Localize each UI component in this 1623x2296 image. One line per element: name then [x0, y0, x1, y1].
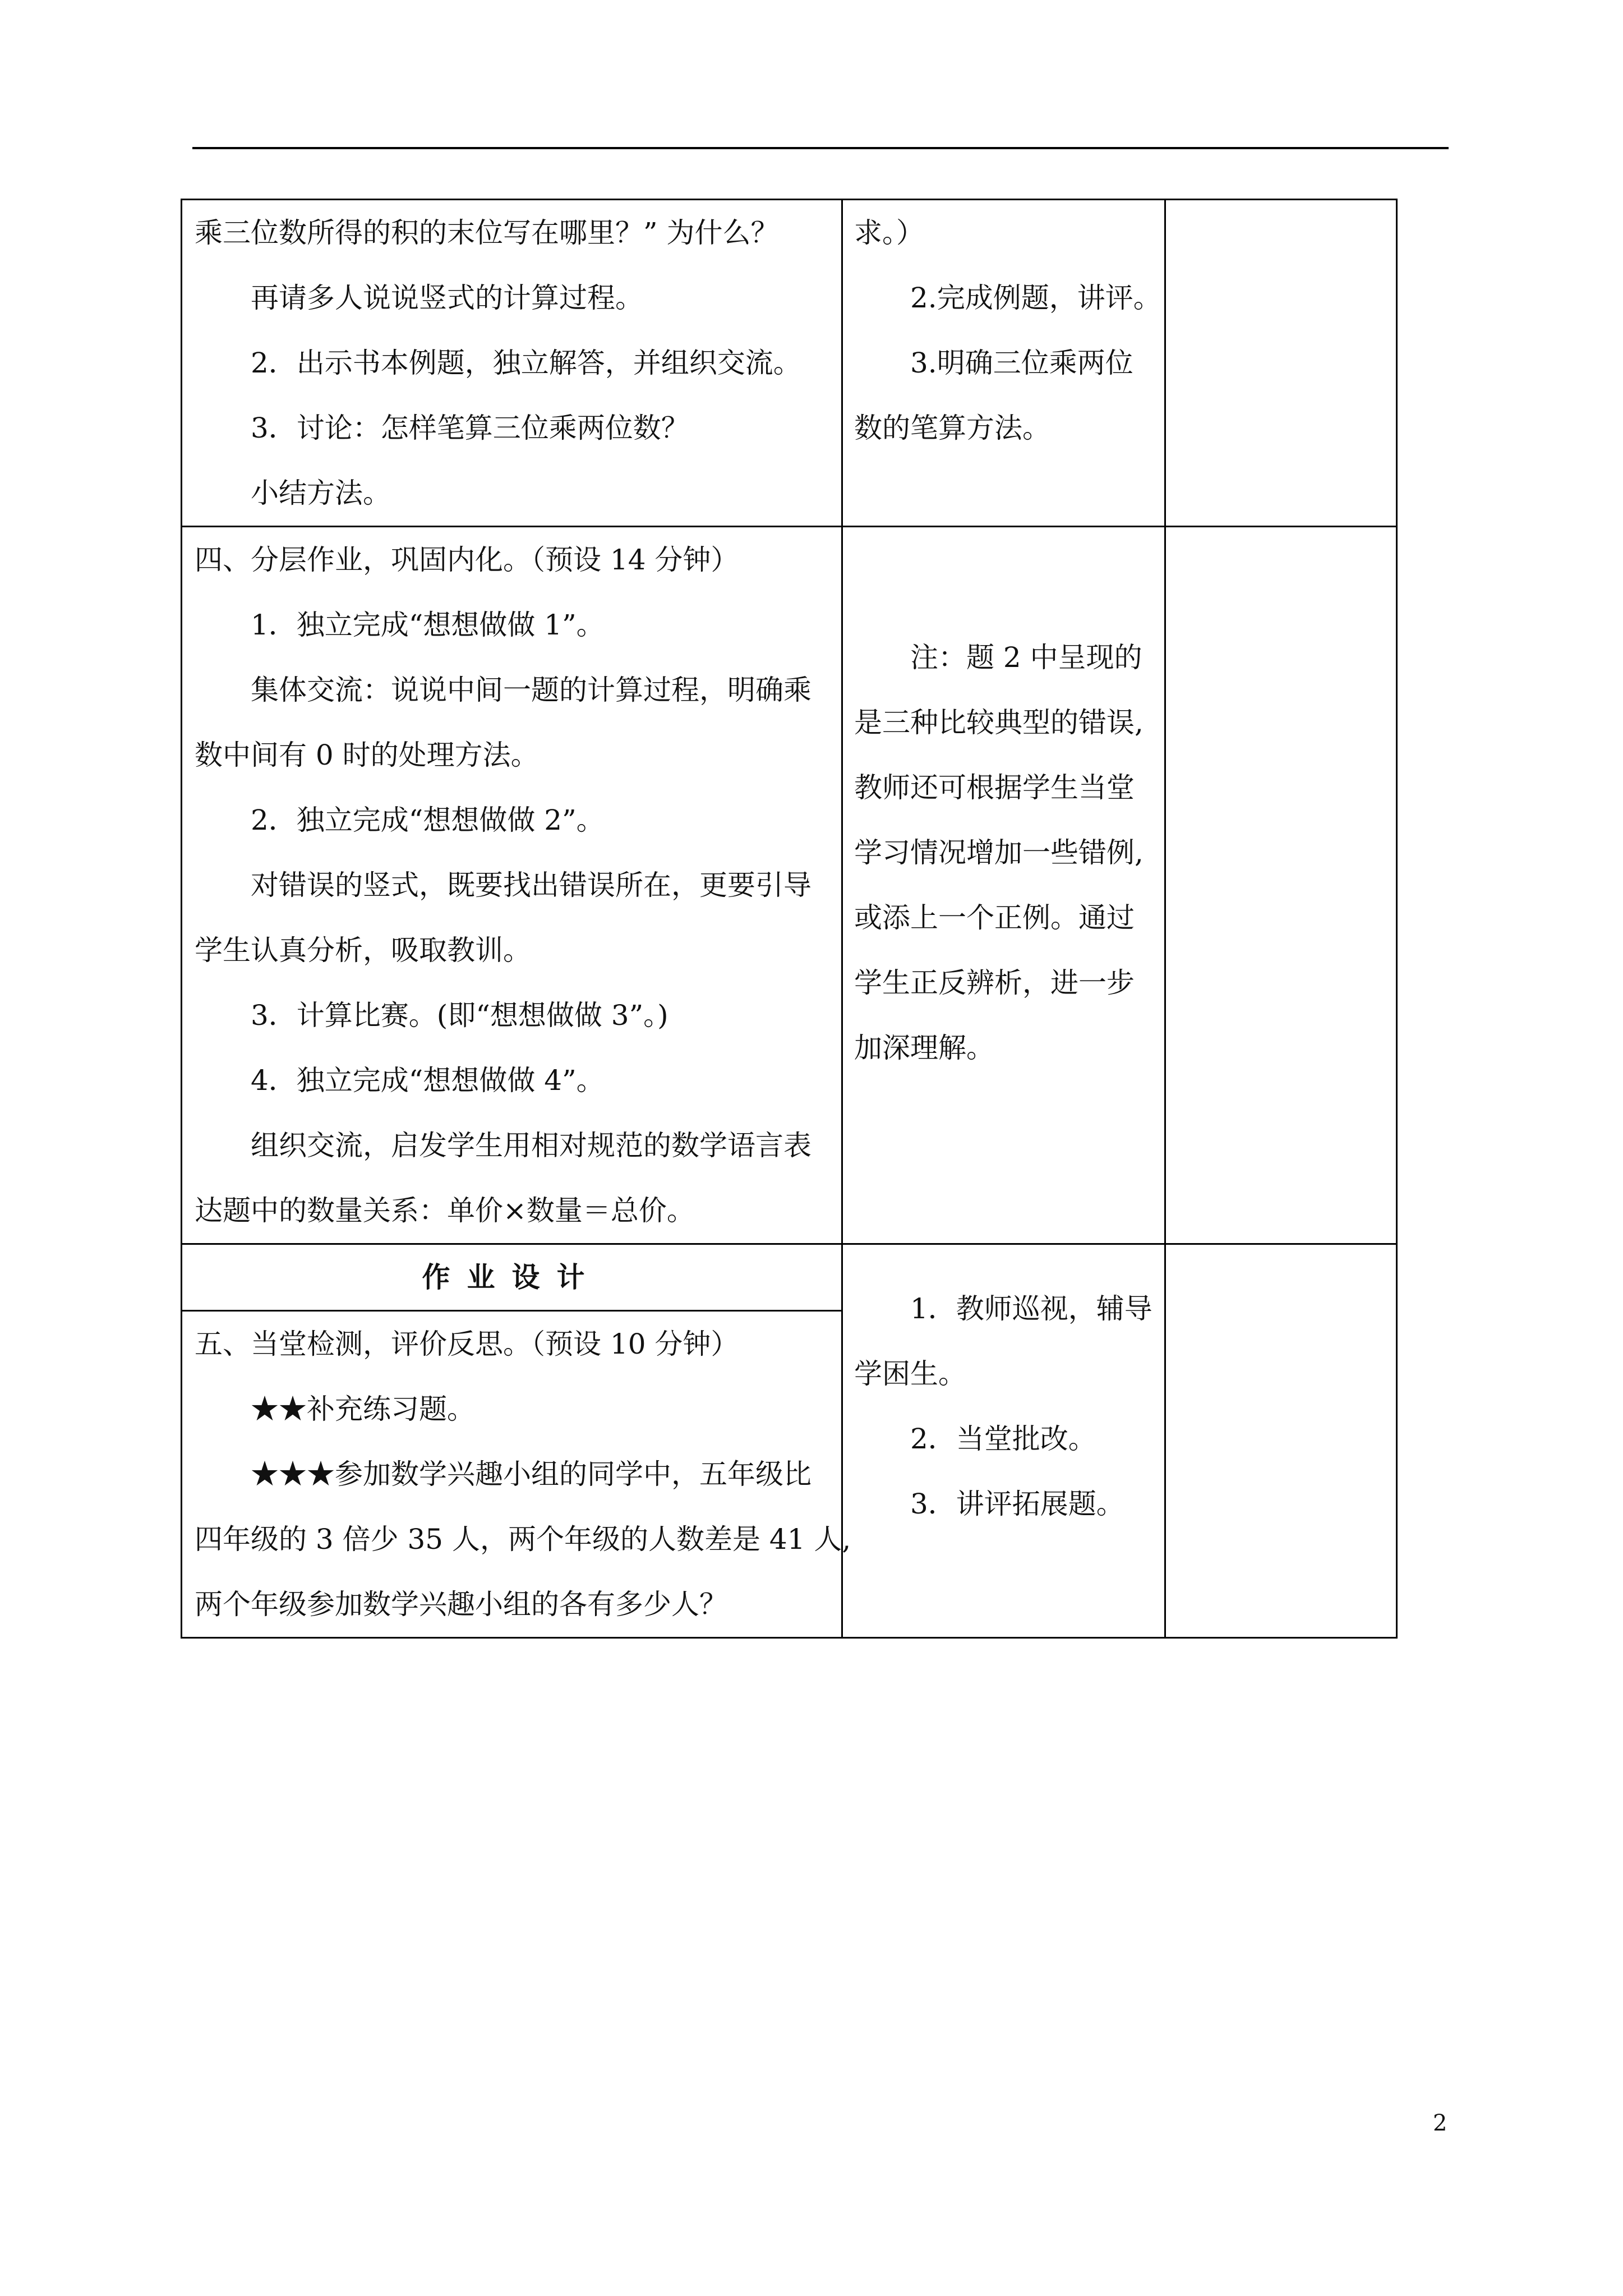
text-line: 3.明确三位乘两位 [910, 347, 1133, 379]
text-line: 集体交流：说说中间一题的计算过程，明确乘 [251, 674, 811, 706]
notes-cell [1165, 527, 1397, 1244]
notes-cell [1165, 1244, 1397, 1638]
homework-design-heading: 作业设计 [182, 1244, 842, 1311]
text-line: 达题中的数量关系：单价×数量＝总价。 [195, 1194, 695, 1227]
text-line: 1．独立完成“想想做做 1”。 [251, 609, 605, 641]
text-line: ★★补充练习题。 [251, 1393, 475, 1425]
text-line: 是三种比较典型的错误, [854, 706, 1144, 739]
text-line: 学困生。 [854, 1358, 966, 1390]
text-line: 2．出示书本例题，独立解答，并组织交流。 [251, 347, 801, 379]
text-line: 注：题 2 中呈现的 [910, 641, 1142, 674]
text-line: 四年级的 3 倍少 35 人，两个年级的人数差是 41 人, [195, 1523, 851, 1556]
lesson-plan-table [181, 199, 1398, 1639]
table-row [182, 527, 1397, 1244]
text-line: 求。） [854, 217, 924, 249]
text-line: 乘三位数所得的积的末位写在哪里？” 为什么？ [195, 217, 779, 249]
text-line: 4．独立完成“想想做做 4”。 [251, 1064, 605, 1097]
text-line: 2.完成例题，讲评。 [910, 282, 1161, 314]
process-cell [182, 527, 842, 1244]
text-line: 2．当堂批改。 [910, 1423, 1096, 1455]
text-line: 3．讲评拓展题。 [910, 1488, 1124, 1520]
guidance-cell [842, 1244, 1165, 1638]
text-line: 组织交流，启发学生用相对规范的数学语言表 [251, 1129, 811, 1162]
text-line: 学习情况增加一些错例, [854, 836, 1144, 869]
text-line: 1．教师巡视，辅导 [910, 1292, 1152, 1325]
text-line: 加深理解。 [854, 1032, 994, 1064]
table-row [182, 1244, 1397, 1311]
text-line: 对错误的竖式，既要找出错误所在，更要引导 [251, 869, 811, 901]
text-line: 再请多人说说竖式的计算过程。 [251, 282, 643, 314]
section-heading: 四、分层作业，巩固内化。（预设 14 分钟） [195, 544, 739, 576]
header-rule [192, 147, 1449, 149]
text-line: 数中间有 0 时的处理方法。 [195, 739, 539, 771]
text-line: 教师还可根据学生当堂 [854, 771, 1135, 804]
process-cell [182, 200, 842, 527]
text-line: 学生认真分析，吸取教训。 [195, 934, 531, 967]
guidance-cell [842, 527, 1165, 1244]
process-cell [182, 1311, 851, 1638]
text-line: 学生正反辨析，进一步 [854, 967, 1135, 999]
section-heading: 五、当堂检测，评价反思。（预设 10 分钟） [195, 1328, 739, 1360]
notes-cell [1165, 200, 1397, 527]
text-line: 3．计算比赛。(即“想想做做 3”。) [251, 999, 668, 1032]
guidance-cell [842, 200, 1165, 527]
text-line: 2．独立完成“想想做做 2”。 [251, 804, 605, 836]
text-line: ★★★参加数学兴趣小组的同学中，五年级比 [251, 1458, 811, 1490]
text-line: 3．讨论：怎样笔算三位乘两位数？ [251, 412, 689, 444]
text-line: 两个年级参加数学兴趣小组的各有多少人？ [195, 1588, 727, 1621]
page-number: 2 [1433, 2110, 1447, 2136]
text-line: 或添上一个正例。通过 [854, 901, 1135, 934]
text-line: 小结方法。 [251, 477, 391, 509]
text-line: 数的笔算方法。 [854, 412, 1050, 444]
table-row [182, 200, 1397, 527]
